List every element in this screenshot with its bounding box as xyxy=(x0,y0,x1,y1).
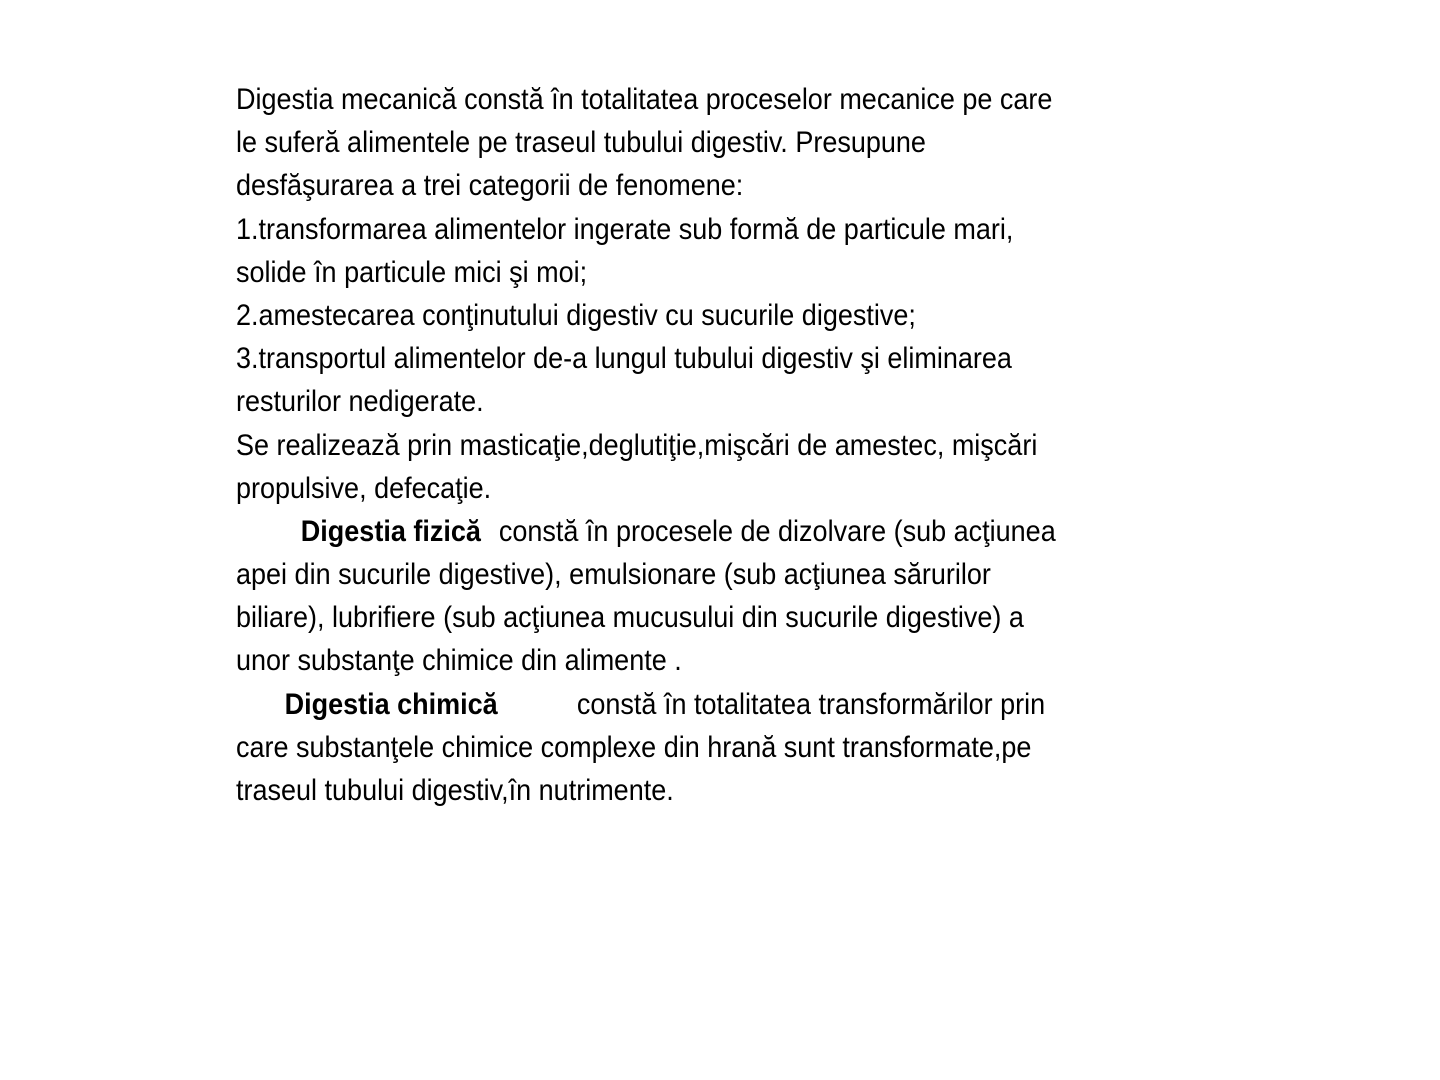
paragraph-first-line xyxy=(236,683,1136,726)
document-page xyxy=(236,78,1236,812)
list-item-line: 1.transformarea alimentelor ingerate sub formă de particule mari, xyxy=(236,212,1014,246)
term-digestia-fizica: Digestia fizică xyxy=(300,514,481,548)
term-digestia-chimica: Digestia chimică xyxy=(284,687,498,721)
list-item-line: 2.amestecarea conţinutului digestiv cu sucurile digestive; xyxy=(236,298,916,332)
text-span: constă în totalitatea transformărilor prin xyxy=(576,687,1046,721)
text-line: le suferă alimentele pe traseul tubului digestiv. Presupune xyxy=(236,126,926,160)
text-line: propulsive, defecaţie. xyxy=(236,471,492,505)
text-line: apei din sucurile digestive), emulsionare (sub acţiunea sărurilor xyxy=(236,558,991,592)
text-line: traseul tubului digestiv,în nutrimente. xyxy=(236,774,674,807)
text-line: care substanţele chimice complexe din hrană sunt transformate,pe xyxy=(236,730,1032,764)
text-line: biliare), lubrifiere (sub acţiunea mucusului din sucurile digestive) a xyxy=(236,601,1024,635)
list-item-line: solide în particule mici şi moi; xyxy=(236,255,588,289)
list-item-line: resturilor nedigerate. xyxy=(236,385,484,419)
paragraph-first-line xyxy=(236,510,1136,553)
text-line: unor substanţe chimice din alimente . xyxy=(236,644,682,678)
text-line: desfăşurarea a trei categorii de fenomene: xyxy=(236,169,744,203)
text-span: constă în procesele de dizolvare (sub acţiunea xyxy=(498,514,1056,548)
list-item-line: 3.transportul alimentelor de-a lungul tubului digestiv şi eliminarea xyxy=(236,342,1012,376)
text-line: Se realizează prin masticaţie,deglutiţie,mişcări de amestec, mişcări xyxy=(236,428,1038,462)
text-line: Digestia mecanică constă în totalitatea proceselor mecanice pe care xyxy=(236,83,1053,116)
